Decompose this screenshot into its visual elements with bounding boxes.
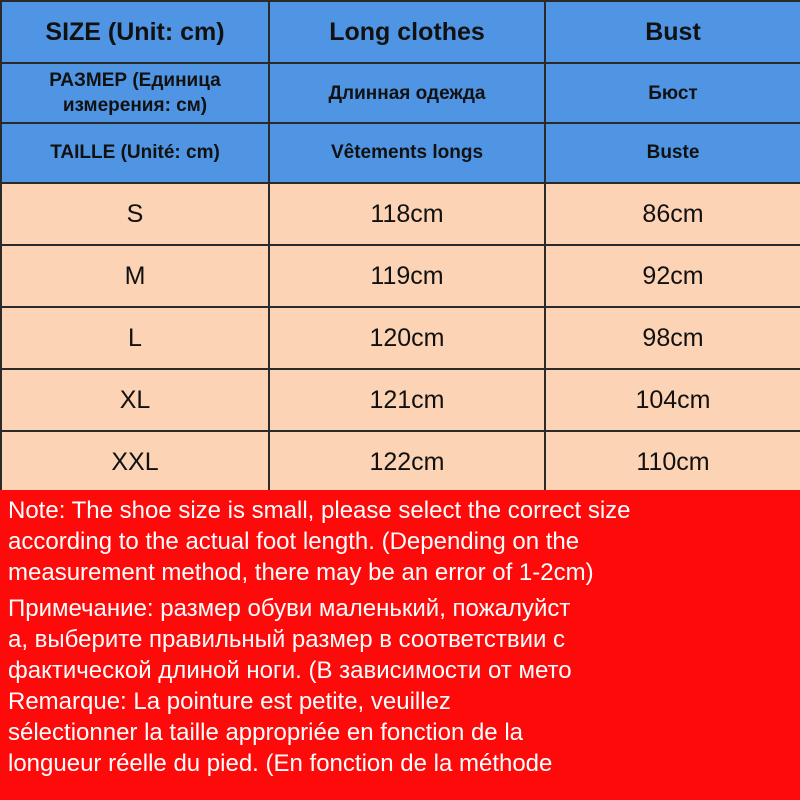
- length-header: Long clothes: [269, 1, 545, 63]
- note-russian: Примечание: размер обуви маленький, пожалуйст а, выберите правильный размер в соответствии с фактической длиной ноги. (В зависимости от мето: [8, 595, 572, 684]
- bust-cell: 92cm: [545, 245, 800, 307]
- bust-cell: 98cm: [545, 307, 800, 369]
- header-row-french: [1, 123, 800, 183]
- note-panel: [0, 490, 800, 800]
- bust-cell: 86cm: [545, 183, 800, 245]
- size-header-ru: РАЗМЕР (Единица измерения: см): [1, 63, 269, 123]
- size-cell: XL: [1, 369, 269, 431]
- length-cell: 120cm: [269, 307, 545, 369]
- size-cell: L: [1, 307, 269, 369]
- size-header: SIZE (Unit: cm): [1, 1, 269, 63]
- table-row: [1, 183, 800, 245]
- note-french: Remarque: La pointure est petite, veuillez sélectionner la taille appropriée en fonction de la longueur réelle du pied. (En fonction de la méthode: [8, 688, 553, 777]
- size-cell: XXL: [1, 431, 269, 493]
- table-row: [1, 307, 800, 369]
- length-cell: 119cm: [269, 245, 545, 307]
- bust-header: Bust: [545, 1, 800, 63]
- bust-cell: 110cm: [545, 431, 800, 493]
- length-cell: 122cm: [269, 431, 545, 493]
- header-row-english: [1, 1, 800, 63]
- bust-header-ru: Бюст: [545, 63, 800, 123]
- header-row-russian: [1, 63, 800, 123]
- table-row: [1, 369, 800, 431]
- bust-cell: 104cm: [545, 369, 800, 431]
- size-cell: M: [1, 245, 269, 307]
- length-header-ru: Длинная одежда: [269, 63, 545, 123]
- bust-header-fr: Buste: [545, 123, 800, 183]
- size-cell: S: [1, 183, 269, 245]
- length-header-fr: Vêtements longs: [269, 123, 545, 183]
- length-cell: 121cm: [269, 369, 545, 431]
- size-header-fr: TAILLE (Unité: cm): [1, 123, 269, 183]
- note-english: Note: The shoe size is small, please select the correct size according to the actual foot length. (Depending on the measurement method, there may be an error of 1-2cm): [8, 497, 631, 586]
- table-row: [1, 431, 800, 493]
- table-row: [1, 245, 800, 307]
- length-cell: 118cm: [269, 183, 545, 245]
